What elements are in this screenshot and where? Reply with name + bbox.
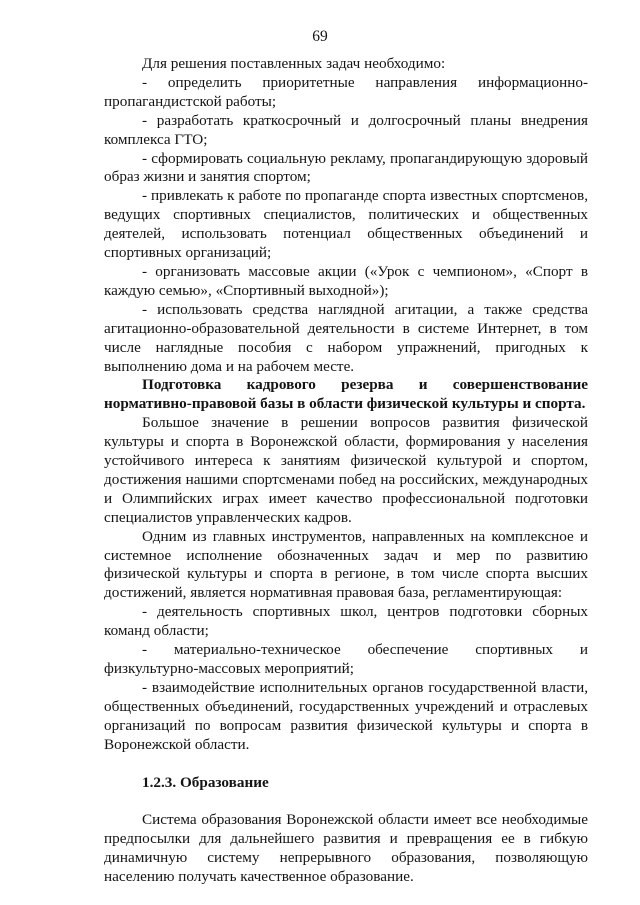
regulation-item: - взаимодействие исполнительных органов государственной власти, общественных объединений, государственных учреждений и отраслевых организаций по вопросам развития физической культуры и спорта в Воронежской области. <box>104 678 588 753</box>
reserve-heading: Подготовка кадрового резерва и совершенствование нормативно-правовой базы в области физической культуры и спорта. <box>104 376 588 413</box>
section-heading: 1.2.3. Образование <box>142 773 269 791</box>
page-content <box>104 55 588 887</box>
task-item: - привлекать к работе по пропаганде спорта известных спортсменов, ведущих спортивных специалистов, политических и общественных деятелей, использовать потенциал общественных объединений и спортивных организаций; <box>104 187 588 262</box>
task-item: - сформировать социальную рекламу, пропагандирующую здоровый образ жизни и занятия спортом; <box>104 149 588 186</box>
regulation-item: - деятельность спортивных школ, центров подготовки сборных команд области; <box>104 603 588 640</box>
education-paragraph: Система образования Воронежской области имеет все необходимые предпосылки для дальнейшего развития и превращения ее в гибкую динамичную систему непрерывного образования, позволяющую населению получать качественное образование. <box>104 811 588 886</box>
task-item: - организовать массовые акции («Урок с чемпионом», «Спорт в каждую семью», «Спортивный выходной»); <box>104 262 588 299</box>
task-item: - разработать краткосрочный и долгосрочный планы внедрения комплекса ГТО; <box>104 111 588 148</box>
reserve-paragraph: Большое значение в решении вопросов развития физической культуры и спорта в Воронежской области, формирования у населения устойчивого интереса к занятиям физической культурой и спортом, достижения нашими спортсменами побед на российских, международных и Олимпийских играх имеет качество профессиональной подготовки специалистов управленческих кадров. <box>104 414 588 526</box>
tasks-intro: Для решения поставленных задач необходимо: <box>142 55 446 72</box>
task-item: - использовать средства наглядной агитации, а также средства агитационно-образовательной деятельности в системе Интернет, в том числе наглядные пособия с набором упражнений, пригодных к выполнению дома и на рабочем месте. <box>104 300 588 375</box>
reserve-paragraph: Одним из главных инструментов, направленных на комплексное и системное исполнение обозначенных задач и мер по развитию физической культуры и спорта в регионе, в том числе спорта высших достижений, является нормативная правовая база, регламентирующая: <box>104 527 588 602</box>
page-number: 69 <box>312 28 328 45</box>
task-item: - определить приоритетные направления информационно-пропагандистской работы; <box>104 73 588 110</box>
regulation-item: - материально-техническое обеспечение спортивных и физкультурно-массовых мероприятий; <box>104 641 588 677</box>
